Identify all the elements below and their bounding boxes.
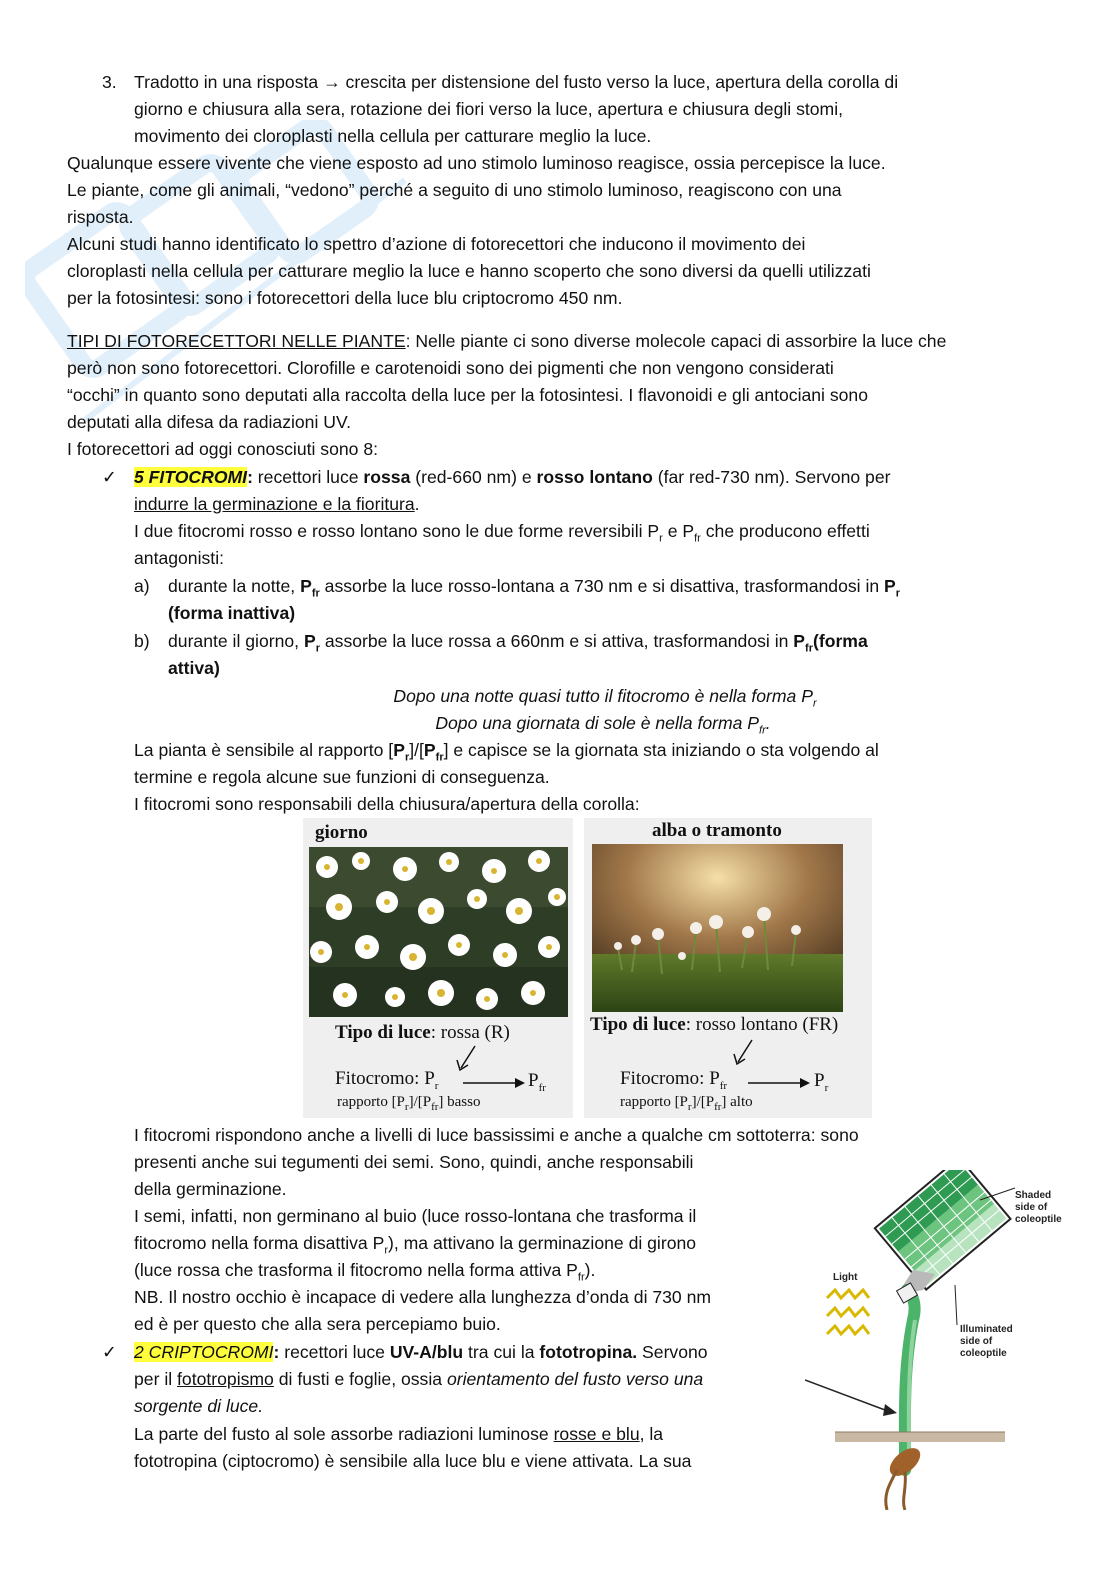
light-type-dusk: Tipo di luce: rosso lontano (FR) <box>590 1014 839 1035</box>
ratio-line1: La pianta è sensibile al rapporto $[P_r]/[P_{fr}]$ e capisce se la giornata sta iniziando o sta volgendo al <box>134 740 879 764</box>
list-number-3: 3. <box>102 72 117 92</box>
phytochrome-conversion-dusk: Fitocromo: $P_{fr}$ <box>620 1068 728 1092</box>
fitocromi-line4: antagonisti: <box>134 548 224 568</box>
item3-line3: movimento dei cloroplasti nella cellula per catturare meglio la luce. <box>134 126 652 146</box>
criptocromi-line3: sorgente di luce. <box>134 1396 264 1416</box>
label-shaded: Shaded <box>1015 1190 1052 1201</box>
dusk-flowers-photo <box>592 844 843 1012</box>
para2-line: fitocromo nella forma disattiva $P_r$), ma attivano la germinazione di girono <box>134 1233 697 1257</box>
phytochrome-target-dusk: $P_r$ <box>814 1070 829 1094</box>
figure-dusk-panel <box>584 818 872 1118</box>
fitocromi-title: 5 FITOCROMI <box>134 467 248 487</box>
criptocromi-line1: 2 CRIPTOCROMI: recettori luce UV-A/blu tra cui la fototropina. Servono <box>134 1342 708 1362</box>
down-arrow-icon <box>453 1044 483 1074</box>
fitocromi-line3: I due fitocromi rosso e rosso lontano sono le due forme reversibili $P_r$ e $P_{fr}$ che producono effetti <box>134 521 870 545</box>
item-a-line1: durante la notte, $P_{fr}$ assorbe la luce rosso-lontana a 730 nm e si disattiva, trasformandosi in $P_r$ <box>168 576 901 600</box>
list-label-a: a) <box>134 576 150 596</box>
label-shaded-2: side of <box>1015 1202 1048 1213</box>
para2-line: I fitocromi rispondono anche a livelli di luce bassissimi e anche a qualche cm sottoterra: sono <box>134 1125 859 1145</box>
fitocromi-line1: 5 FITOCROMI: recettori luce rossa (red-660 nm) e rosso lontano (far red-730 nm). Servono per <box>134 467 891 487</box>
para2-line: I semi, infatti, non germinano al buio (luce rosso-lontana che trasforma il <box>134 1206 697 1226</box>
label-illuminated-3: coleoptile <box>960 1348 1007 1359</box>
ratio-line2: termine e regola alcune sue funzioni di conseguenza. <box>134 767 550 787</box>
para2-line: NB. Il nostro occhio è incapace di vedere alla lunghezza d’onda di 730 nm <box>134 1287 712 1307</box>
coleoptile-diagram <box>805 1170 1085 1510</box>
item3-line2: giorno e chiusura alla sera, rotazione dei fiori verso la luce, apertura e chiusura degli stomi, <box>134 99 844 119</box>
ratio-day: rapporto $[P_r]/[P_{fr}]$ basso <box>337 1094 481 1113</box>
label-illuminated-2: side of <box>960 1336 993 1347</box>
figure-caption-dusk: alba o tramonto <box>652 820 782 841</box>
down-arrow-icon <box>730 1038 760 1068</box>
para1-line: Alcuni studi hanno identificato lo spettro d’azione di fotorecettori che inducono il movimento dei <box>67 234 806 254</box>
checkmark-icon: ✓ <box>102 467 117 487</box>
criptocromi-line4: La parte del fusto al sole assorbe radiazioni luminose rosse e blu, la <box>134 1424 664 1444</box>
phytochrome-conversion-day: Fitocromo: $P_r$ <box>335 1068 439 1092</box>
tipi-line5: I fotorecettori ad oggi conosciuti sono 8: <box>67 439 379 459</box>
tipi-line3: “occhi” in quanto sono deputati alla raccolta della luce per la fotosintesi. I flavonoidi e gli antociani sono <box>67 385 869 405</box>
tipi-line4: deputati alla difesa da radiazioni UV. <box>67 412 351 432</box>
italic-note-2: Dopo una giornata di sole è nella forma $P_{fr}$. <box>435 713 771 737</box>
label-light: Light <box>833 1272 858 1283</box>
phytochrome-target-day: $P_{fr}$ <box>528 1070 546 1094</box>
para2-line: presenti anche sui tegumenti dei semi. Sono, quindi, anche responsabili <box>134 1152 694 1172</box>
item3-line1: Tradotto in una risposta → crescita per distensione del fusto verso la luce, apertura della corolla di <box>134 72 899 92</box>
right-arrow-icon <box>463 1076 525 1090</box>
tipi-line1: TIPI DI FOTORECETTORI NELLE PIANTE: Nelle piante ci sono diverse molecole capaci di assorbire la luce che <box>67 331 947 351</box>
fitocromi-line2: indurre la germinazione e la fioritura. <box>134 494 420 514</box>
light-rays-icon <box>827 1290 869 1334</box>
tipi-line2: però non sono fotorecettori. Clorofille e carotenoidi sono dei pigmenti che non vengono considerati <box>67 358 834 378</box>
criptocromi-title: 2 CRIPTOCROMI <box>134 1342 274 1362</box>
figure-caption-day: giorno <box>315 822 368 843</box>
daisies-photo <box>309 847 568 1017</box>
light-type-day: Tipo di luce: rossa (R) <box>335 1022 510 1043</box>
label-shaded-3: coleoptile <box>1015 1214 1062 1225</box>
right-arrow-icon <box>748 1076 810 1090</box>
label-illuminated: Illuminated <box>960 1324 1013 1335</box>
para1-line: risposta. <box>67 207 134 227</box>
figure-day-panel <box>303 818 573 1118</box>
item-b-line1: durante il giorno, $P_r$ assorbe la luce rossa a 660nm e si attiva, trasformandosi in $P_{fr}(forma$ <box>168 631 868 655</box>
para1-line: Le piante, come gli animali, “vedono” perché a seguito di uno stimolo luminoso, reagiscono con una <box>67 180 842 200</box>
criptocromi-line2: per il fototropismo di fusti e foglie, ossia orientamento del fusto verso una <box>134 1369 704 1389</box>
para2-line: (luce rossa che trasforma il fitocromo nella forma attiva $P_{fr}$). <box>134 1260 596 1284</box>
para1-line: per la fotosintesi: sono i fotorecettori della luce blu criptocromo 450 nm. <box>67 288 623 308</box>
list-label-b: b) <box>134 631 150 651</box>
item-a-line2: (forma inattiva) <box>168 603 296 623</box>
checkmark-icon: ✓ <box>102 1342 117 1362</box>
section-heading: TIPI DI FOTORECETTORI NELLE PIANTE <box>67 331 406 351</box>
para2-line: della germinazione. <box>134 1179 287 1199</box>
para1-line: Qualunque essere vivente che viene esposto ad uno stimolo luminoso reagisce, ossia percepisce la luce. <box>67 153 886 173</box>
item-b-line2: attiva) <box>168 658 220 678</box>
italic-note-1: Dopo una notte quasi tutto il fitocromo è nella forma $P_r$ <box>393 686 817 710</box>
criptocromi-line5: fototropina (ciptocromo) è sensibile alla luce blu e viene attivata. La sua <box>134 1451 692 1471</box>
para1-line: cloroplasti nella cellula per catturare meglio la luce e hanno scoperto che sono diversi da quelli utilizzati <box>67 261 871 281</box>
para2-line: ed è per questo che alla sera percepiamo buio. <box>134 1314 501 1334</box>
ratio-dusk: rapporto $[P_r]/[P_{fr}]$ alto <box>620 1094 753 1113</box>
corolla-line: I fitocromi sono responsabili della chiusura/apertura della corolla: <box>134 794 640 814</box>
right-arrow-icon: → <box>323 72 341 92</box>
